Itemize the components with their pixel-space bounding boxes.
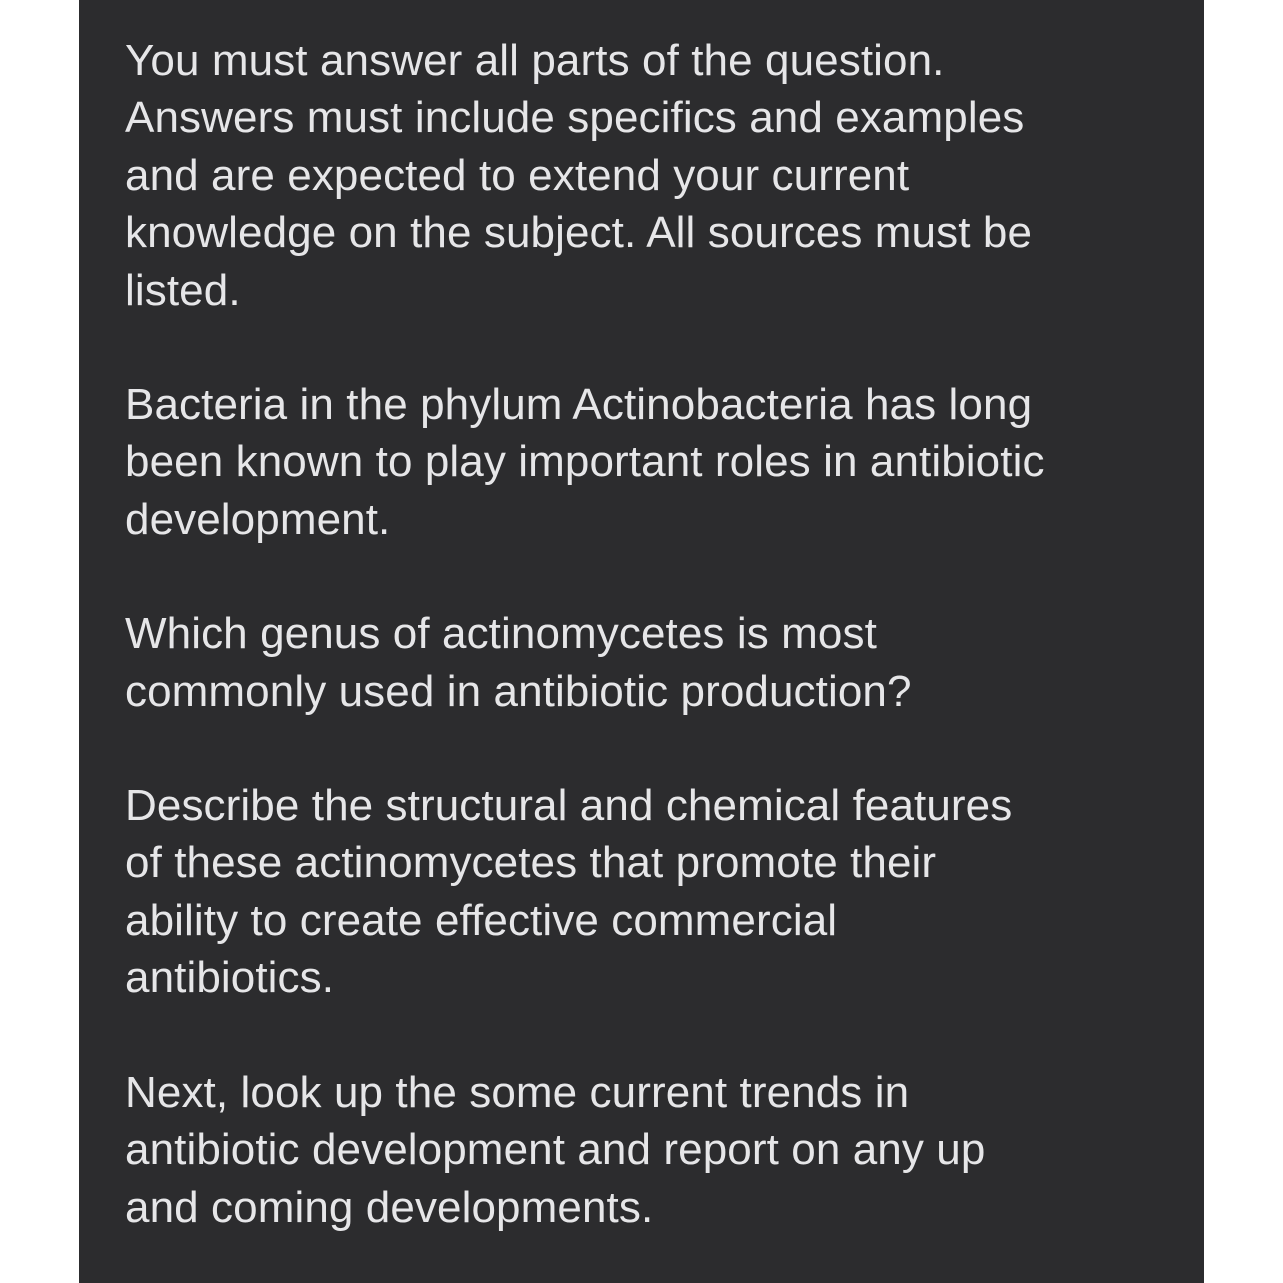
note-text-panel	[79, 0, 1204, 1283]
question-features-paragraph: Describe the structural and chemical features of these actinomycetes that promote their ability to create effective commercial antibiotics.	[125, 781, 1013, 1003]
background-paragraph: Bacteria in the phylum Actinobacteria has long been known to play important roles in antibiotic development.	[125, 380, 1045, 544]
question-trends-paragraph: Next, look up the some current trends in antibiotic development and report on any up and coming developments.	[125, 1067, 986, 1232]
instructions-paragraph: You must answer all parts of the question. Answers must include specifics and examples and are expected to extend your current knowledge on the subject. All sources must be listed.	[125, 36, 1033, 315]
question-genus-paragraph: Which genus of actinomycetes is most commonly used in antibiotic production?	[125, 609, 912, 716]
